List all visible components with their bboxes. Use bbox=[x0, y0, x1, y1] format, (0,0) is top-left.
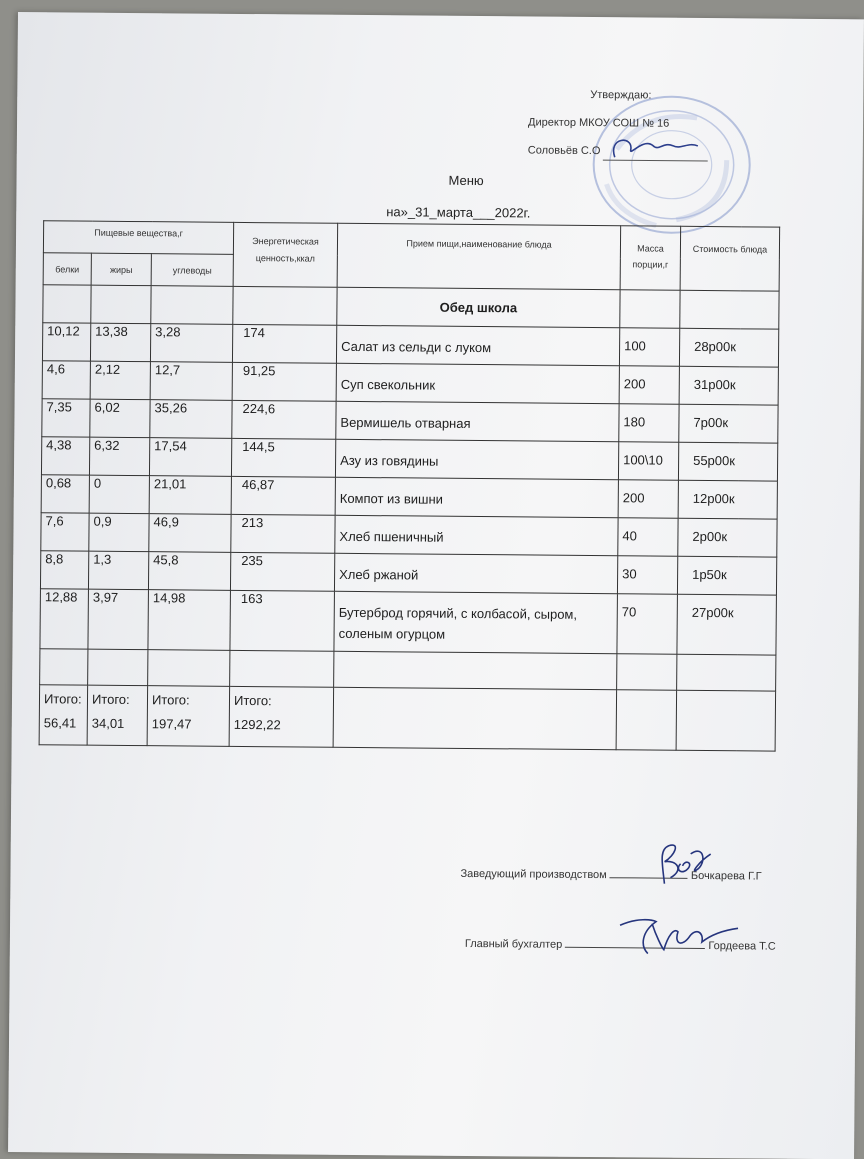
cell-carbs: 12,7 bbox=[150, 362, 232, 401]
cell-protein: 4,38 bbox=[41, 437, 89, 475]
table-row bbox=[40, 589, 777, 655]
cell-energy: 213 bbox=[231, 514, 335, 553]
menu-date: на»_31_марта___2022г. bbox=[386, 204, 531, 221]
accountant-title: Главный бухгалтер bbox=[464, 937, 563, 951]
header-nutrients: Пищевые вещества,г bbox=[43, 221, 233, 255]
approve-label: Утверждаю: bbox=[590, 88, 652, 102]
header-fat: жиры bbox=[91, 253, 151, 286]
table-row bbox=[41, 513, 777, 557]
cell-protein: 4,6 bbox=[42, 361, 90, 399]
cell-protein: 7,6 bbox=[41, 513, 89, 551]
table-row bbox=[42, 399, 778, 443]
manager-name: Бочкарева Г.Г bbox=[690, 869, 762, 883]
cell-carbs: 3,28 bbox=[150, 324, 232, 363]
manager-signature-line bbox=[460, 868, 761, 883]
paper-sheet bbox=[8, 12, 864, 1159]
cell-cost: 31р00к bbox=[679, 366, 778, 405]
cell-dish-name: Салат из сельди с луком bbox=[336, 325, 619, 365]
total-fat: Итого: 34,01 bbox=[87, 685, 148, 746]
cell-mass: 70 bbox=[617, 594, 678, 655]
cell-fat: 1,3 bbox=[88, 551, 148, 590]
header-cost: Стоимость блюда bbox=[680, 226, 780, 291]
cell-protein: 7,35 bbox=[42, 399, 90, 437]
total-protein: Итого: 56,41 bbox=[39, 685, 88, 745]
cell-energy: 46,87 bbox=[231, 476, 335, 515]
table-row bbox=[42, 361, 778, 405]
cell-dish-name: Хлеб пшеничный bbox=[335, 515, 618, 555]
cell-fat: 13,38 bbox=[90, 323, 150, 362]
cell-mass: 180 bbox=[619, 404, 679, 443]
cell-mass: 40 bbox=[618, 518, 678, 557]
cell-cost: 7р00к bbox=[679, 404, 778, 443]
cell-carbs: 35,26 bbox=[150, 400, 232, 439]
table-row bbox=[41, 437, 777, 481]
cell-cost: 55р00к bbox=[678, 442, 777, 481]
table-row bbox=[40, 551, 776, 595]
section-title: Обед школа bbox=[337, 287, 620, 327]
cell-carbs: 17,54 bbox=[149, 438, 231, 477]
cell-fat: 6,32 bbox=[89, 437, 149, 476]
total-energy: Итого: 1292,22 bbox=[229, 686, 334, 747]
cell-cost: 1р50к bbox=[677, 556, 776, 595]
cell-energy: 163 bbox=[230, 590, 335, 651]
cell-dish-name: Компот из вишни bbox=[335, 477, 618, 517]
manager-signature-icon bbox=[644, 840, 714, 891]
cell-mass: 100\10 bbox=[618, 442, 678, 481]
cell-dish-name: Хлеб ржаной bbox=[334, 553, 617, 593]
cell-fat: 2,12 bbox=[90, 361, 150, 400]
director-title: Директор МКОУ СОШ № 16 bbox=[528, 116, 670, 130]
cell-dish-name: Вермишель отварная bbox=[336, 401, 619, 441]
cell-carbs: 46,9 bbox=[149, 514, 231, 553]
table-row bbox=[41, 475, 777, 519]
header-dish: Прием пищи,наименование блюда bbox=[337, 223, 621, 289]
cell-carbs: 21,01 bbox=[149, 476, 231, 515]
cell-fat: 0,9 bbox=[89, 513, 149, 552]
manager-title: Заведующий производством bbox=[460, 867, 607, 882]
cell-protein: 0,68 bbox=[41, 475, 89, 513]
total-carbs: Итого: 197,47 bbox=[147, 686, 230, 747]
cell-mass: 30 bbox=[617, 556, 677, 595]
cell-energy: 174 bbox=[232, 324, 336, 363]
cell-dish-name: Азу из говядины bbox=[335, 439, 618, 479]
cell-fat: 3,97 bbox=[88, 589, 149, 650]
cell-mass: 100 bbox=[619, 328, 679, 367]
cell-energy: 144,5 bbox=[231, 438, 335, 477]
header-protein: белки bbox=[43, 253, 91, 285]
cell-energy: 91,25 bbox=[232, 362, 336, 401]
accountant-name: Гордеева Т.С bbox=[708, 940, 776, 953]
cell-dish-name: Бутерброд горячий, с колбасой, сыром, соленым огурцом bbox=[334, 591, 618, 653]
header-energy: Энергетическая ценность,ккал bbox=[233, 222, 338, 287]
cell-mass: 200 bbox=[619, 366, 679, 405]
cell-cost: 28р00к bbox=[679, 328, 778, 367]
cell-cost: 12р00к bbox=[678, 480, 777, 519]
cell-protein: 10,12 bbox=[42, 323, 90, 361]
cell-cost: 27р00к bbox=[677, 594, 777, 655]
cell-carbs: 14,98 bbox=[148, 590, 231, 651]
table-row bbox=[42, 323, 778, 367]
menu-table bbox=[39, 220, 781, 751]
menu-title: Меню bbox=[448, 172, 484, 189]
cell-protein: 12,88 bbox=[40, 589, 89, 649]
accountant-signature-icon bbox=[612, 913, 742, 959]
header-mass: Масса порции,г bbox=[620, 226, 681, 291]
cell-fat: 6,02 bbox=[90, 399, 150, 438]
cell-cost: 2р00к bbox=[678, 518, 777, 557]
cell-mass: 200 bbox=[618, 480, 678, 519]
header-carbs: углеводы bbox=[151, 254, 233, 287]
cell-energy: 224,6 bbox=[232, 400, 336, 439]
director-name: Соловьёв С.О bbox=[527, 144, 601, 158]
cell-dish-name: Суп свекольник bbox=[336, 363, 619, 403]
cell-energy: 235 bbox=[230, 552, 334, 591]
cell-carbs: 45,8 bbox=[148, 552, 230, 591]
director-signature-icon bbox=[603, 127, 713, 168]
cell-protein: 8,8 bbox=[40, 551, 88, 589]
cell-fat: 0 bbox=[89, 475, 149, 514]
